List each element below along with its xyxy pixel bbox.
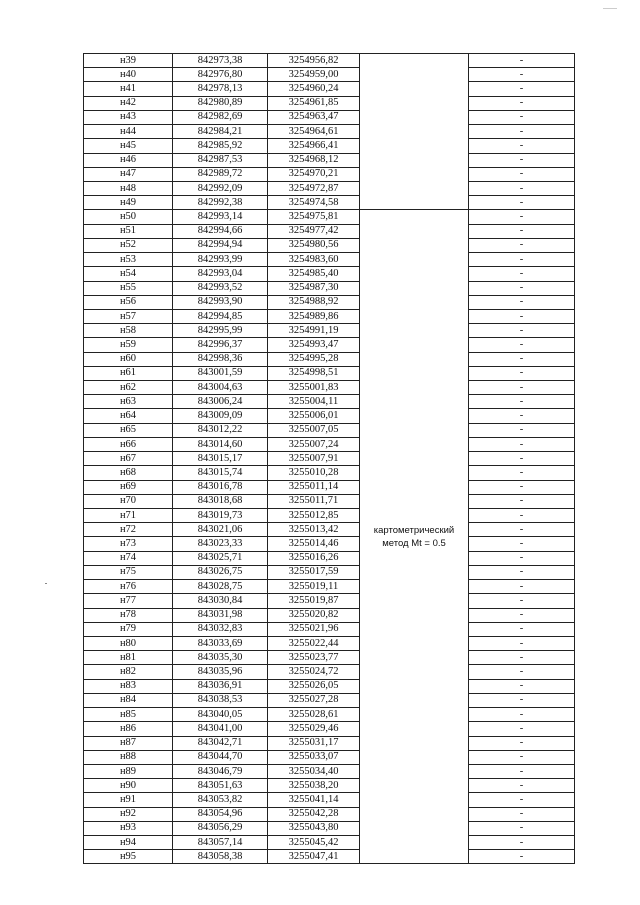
dash-cell: -	[469, 551, 575, 565]
coord-x: 842978,13	[173, 82, 268, 96]
table-row	[84, 167, 575, 181]
coord-y: 3254960,24	[268, 82, 360, 96]
coord-x: 843014,60	[173, 437, 268, 451]
table-row	[84, 679, 575, 693]
table-row	[84, 480, 575, 494]
coord-y: 3254991,19	[268, 324, 360, 338]
coord-y: 3254980,56	[268, 238, 360, 252]
coord-x: 842993,99	[173, 253, 268, 267]
coord-x: 842982,69	[173, 110, 268, 124]
coord-x: 843015,17	[173, 452, 268, 466]
dash-cell: -	[469, 594, 575, 608]
coord-x: 843012,22	[173, 423, 268, 437]
point-id: н66	[84, 437, 173, 451]
coord-x: 842984,21	[173, 125, 268, 139]
dash-cell: -	[469, 708, 575, 722]
point-id: н73	[84, 537, 173, 551]
dash-cell: -	[469, 181, 575, 195]
point-id: н81	[84, 651, 173, 665]
dash-cell: -	[469, 352, 575, 366]
point-id: н61	[84, 366, 173, 380]
point-id: н70	[84, 494, 173, 508]
coord-x: 842993,04	[173, 267, 268, 281]
coord-y: 3255020,82	[268, 608, 360, 622]
coord-x: 843044,70	[173, 750, 268, 764]
point-id: н42	[84, 96, 173, 110]
coord-y: 3254974,58	[268, 196, 360, 210]
scan-speck	[603, 8, 617, 9]
point-id: н41	[84, 82, 173, 96]
coord-x: 842996,37	[173, 338, 268, 352]
table-row	[84, 608, 575, 622]
coord-y: 3254970,21	[268, 167, 360, 181]
coord-y: 3254964,61	[268, 125, 360, 139]
coord-x: 843058,38	[173, 850, 268, 864]
dash-cell: -	[469, 437, 575, 451]
dash-cell: -	[469, 764, 575, 778]
dash-cell: -	[469, 665, 575, 679]
table-row	[84, 537, 575, 551]
table-row	[84, 665, 575, 679]
coord-y: 3255045,42	[268, 836, 360, 850]
point-id: н85	[84, 708, 173, 722]
dash-cell: -	[469, 523, 575, 537]
point-id: н80	[84, 636, 173, 650]
coord-x: 843046,79	[173, 764, 268, 778]
dash-cell: -	[469, 793, 575, 807]
dash-cell: -	[469, 338, 575, 352]
coord-x: 843056,29	[173, 821, 268, 835]
point-id: н71	[84, 509, 173, 523]
coord-x: 842998,36	[173, 352, 268, 366]
dash-cell: -	[469, 381, 575, 395]
table-row	[84, 153, 575, 167]
dash-cell: -	[469, 750, 575, 764]
point-id: н67	[84, 452, 173, 466]
coord-x: 843019,73	[173, 509, 268, 523]
point-id: н90	[84, 779, 173, 793]
table-row	[84, 437, 575, 451]
table-row	[84, 381, 575, 395]
dash-cell: -	[469, 779, 575, 793]
point-id: н51	[84, 224, 173, 238]
point-id: н47	[84, 167, 173, 181]
dash-cell: -	[469, 139, 575, 153]
point-id: н40	[84, 68, 173, 82]
coord-x: 843016,78	[173, 480, 268, 494]
dash-cell: -	[469, 54, 575, 68]
table-row	[84, 395, 575, 409]
coord-y: 3255029,46	[268, 722, 360, 736]
dash-cell: -	[469, 196, 575, 210]
scan-speck	[45, 583, 47, 584]
coord-x: 842993,90	[173, 295, 268, 309]
table-row	[84, 551, 575, 565]
table-row	[84, 636, 575, 650]
coord-y: 3255014,46	[268, 537, 360, 551]
coord-y: 3255019,87	[268, 594, 360, 608]
dash-cell: -	[469, 608, 575, 622]
coord-x: 842980,89	[173, 96, 268, 110]
coord-x: 843032,83	[173, 622, 268, 636]
dash-cell: -	[469, 850, 575, 864]
coord-x: 842992,09	[173, 181, 268, 195]
dash-cell: -	[469, 153, 575, 167]
table-row	[84, 68, 575, 82]
dash-cell: -	[469, 409, 575, 423]
dash-cell: -	[469, 267, 575, 281]
coord-y: 3255016,26	[268, 551, 360, 565]
point-id: н84	[84, 693, 173, 707]
coord-y: 3254993,47	[268, 338, 360, 352]
point-id: н79	[84, 622, 173, 636]
table-row	[84, 850, 575, 864]
coord-y: 3255012,85	[268, 509, 360, 523]
dash-cell: -	[469, 679, 575, 693]
point-id: н88	[84, 750, 173, 764]
table-row	[84, 238, 575, 252]
coord-x: 843035,30	[173, 651, 268, 665]
point-id: н57	[84, 309, 173, 323]
point-id: н58	[84, 324, 173, 338]
coord-y: 3255011,14	[268, 480, 360, 494]
coord-y: 3255028,61	[268, 708, 360, 722]
point-id: н94	[84, 836, 173, 850]
table-row	[84, 807, 575, 821]
coord-y: 3254985,40	[268, 267, 360, 281]
dash-cell: -	[469, 651, 575, 665]
point-id: н63	[84, 395, 173, 409]
coord-y: 3255038,20	[268, 779, 360, 793]
dash-cell: -	[469, 125, 575, 139]
coord-y: 3254966,41	[268, 139, 360, 153]
point-id: н53	[84, 253, 173, 267]
coord-x: 843051,63	[173, 779, 268, 793]
point-id: н60	[84, 352, 173, 366]
coord-x: 843025,71	[173, 551, 268, 565]
table-row	[84, 352, 575, 366]
table-row	[84, 139, 575, 153]
coord-x: 842976,80	[173, 68, 268, 82]
table-row	[84, 96, 575, 110]
coord-y: 3255042,28	[268, 807, 360, 821]
table-row	[84, 580, 575, 594]
point-id: н93	[84, 821, 173, 835]
dash-cell: -	[469, 736, 575, 750]
table-row	[84, 509, 575, 523]
table-row	[84, 722, 575, 736]
coord-y: 3254983,60	[268, 253, 360, 267]
table-row	[84, 281, 575, 295]
dash-cell: -	[469, 636, 575, 650]
coord-y: 3254995,28	[268, 352, 360, 366]
coord-x: 842995,99	[173, 324, 268, 338]
table-row	[84, 764, 575, 778]
table-row	[84, 750, 575, 764]
dash-cell: -	[469, 693, 575, 707]
table-row	[84, 210, 575, 224]
dash-cell: -	[469, 722, 575, 736]
table-row	[84, 836, 575, 850]
point-id: н46	[84, 153, 173, 167]
coord-y: 3255001,83	[268, 381, 360, 395]
point-id: н62	[84, 381, 173, 395]
table-row	[84, 267, 575, 281]
coord-x: 842987,53	[173, 153, 268, 167]
coord-x: 842994,94	[173, 238, 268, 252]
table-row	[84, 466, 575, 480]
coord-y: 3255007,24	[268, 437, 360, 451]
table-row	[84, 594, 575, 608]
dash-cell: -	[469, 238, 575, 252]
table-row	[84, 565, 575, 579]
point-id: н43	[84, 110, 173, 124]
coord-y: 3254956,82	[268, 54, 360, 68]
dash-cell: -	[469, 452, 575, 466]
point-id: н87	[84, 736, 173, 750]
point-id: н39	[84, 54, 173, 68]
dash-cell: -	[469, 309, 575, 323]
coord-y: 3255022,44	[268, 636, 360, 650]
point-id: н83	[84, 679, 173, 693]
coord-x: 843041,00	[173, 722, 268, 736]
coord-y: 3255021,96	[268, 622, 360, 636]
method-cell-empty	[360, 54, 469, 210]
table-row	[84, 651, 575, 665]
coord-y: 3255024,72	[268, 665, 360, 679]
coord-y: 3254988,92	[268, 295, 360, 309]
coord-y: 3254998,51	[268, 366, 360, 380]
coord-x: 843040,05	[173, 708, 268, 722]
dash-cell: -	[469, 537, 575, 551]
coord-x: 842973,38	[173, 54, 268, 68]
dash-cell: -	[469, 281, 575, 295]
coord-x: 843006,24	[173, 395, 268, 409]
dash-cell: -	[469, 82, 575, 96]
coord-x: 843009,09	[173, 409, 268, 423]
point-id: н69	[84, 480, 173, 494]
coord-y: 3255004,11	[268, 395, 360, 409]
method-text: картометрический метод Mt = 0.5	[373, 524, 455, 549]
point-id: н56	[84, 295, 173, 309]
table-row	[84, 181, 575, 195]
coord-y: 3255043,80	[268, 821, 360, 835]
dash-cell: -	[469, 821, 575, 835]
point-id: н95	[84, 850, 173, 864]
coord-y: 3255007,05	[268, 423, 360, 437]
coord-y: 3254972,87	[268, 181, 360, 195]
coord-y: 3254959,00	[268, 68, 360, 82]
coord-y: 3255017,59	[268, 565, 360, 579]
coord-y: 3254968,12	[268, 153, 360, 167]
point-id: н68	[84, 466, 173, 480]
point-id: н75	[84, 565, 173, 579]
coord-y: 3255026,05	[268, 679, 360, 693]
dash-cell: -	[469, 295, 575, 309]
coord-x: 843004,63	[173, 381, 268, 395]
dash-cell: -	[469, 68, 575, 82]
table-row	[84, 821, 575, 835]
coordinates-table	[83, 53, 575, 864]
coord-x: 842985,92	[173, 139, 268, 153]
coord-y: 3255047,41	[268, 850, 360, 864]
point-id: н91	[84, 793, 173, 807]
coord-x: 843054,96	[173, 807, 268, 821]
coord-y: 3255023,77	[268, 651, 360, 665]
coord-y: 3254963,47	[268, 110, 360, 124]
coord-x: 843023,33	[173, 537, 268, 551]
coord-x: 842994,66	[173, 224, 268, 238]
dash-cell: -	[469, 366, 575, 380]
coord-y: 3255027,28	[268, 693, 360, 707]
point-id: н76	[84, 580, 173, 594]
coord-x: 842993,52	[173, 281, 268, 295]
coord-y: 3254987,30	[268, 281, 360, 295]
coord-y: 3255041,14	[268, 793, 360, 807]
coord-y: 3254961,85	[268, 96, 360, 110]
coord-x: 842993,14	[173, 210, 268, 224]
dash-cell: -	[469, 509, 575, 523]
coord-x: 843042,71	[173, 736, 268, 750]
dash-cell: -	[469, 210, 575, 224]
point-id: н45	[84, 139, 173, 153]
table-row	[84, 125, 575, 139]
table-row	[84, 452, 575, 466]
coord-x: 842994,85	[173, 309, 268, 323]
point-id: н89	[84, 764, 173, 778]
point-id: н44	[84, 125, 173, 139]
point-id: н50	[84, 210, 173, 224]
table-row	[84, 708, 575, 722]
point-id: н72	[84, 523, 173, 537]
coord-x: 843036,91	[173, 679, 268, 693]
point-id: н48	[84, 181, 173, 195]
table-row	[84, 110, 575, 124]
point-id: н77	[84, 594, 173, 608]
point-id: н65	[84, 423, 173, 437]
table-row	[84, 409, 575, 423]
coord-x: 843053,82	[173, 793, 268, 807]
coord-x: 843031,98	[173, 608, 268, 622]
coord-y: 3255011,71	[268, 494, 360, 508]
point-id: н49	[84, 196, 173, 210]
dash-cell: -	[469, 565, 575, 579]
dash-cell: -	[469, 466, 575, 480]
table-row	[84, 693, 575, 707]
coord-y: 3254977,42	[268, 224, 360, 238]
dash-cell: -	[469, 494, 575, 508]
dash-cell: -	[469, 480, 575, 494]
dash-cell: -	[469, 96, 575, 110]
dash-cell: -	[469, 807, 575, 821]
dash-cell: -	[469, 324, 575, 338]
table-row	[84, 793, 575, 807]
dash-cell: -	[469, 110, 575, 124]
coord-x: 843057,14	[173, 836, 268, 850]
coord-x: 843035,96	[173, 665, 268, 679]
coord-y: 3255013,42	[268, 523, 360, 537]
table-row	[84, 309, 575, 323]
coord-x: 843015,74	[173, 466, 268, 480]
point-id: н54	[84, 267, 173, 281]
table-row	[84, 224, 575, 238]
table-row	[84, 423, 575, 437]
coord-y: 3255033,07	[268, 750, 360, 764]
coord-y: 3254989,86	[268, 309, 360, 323]
dash-cell: -	[469, 253, 575, 267]
point-id: н92	[84, 807, 173, 821]
table-row	[84, 82, 575, 96]
dash-cell: -	[469, 423, 575, 437]
point-id: н86	[84, 722, 173, 736]
point-id: н78	[84, 608, 173, 622]
coord-x: 842989,72	[173, 167, 268, 181]
table-row	[84, 523, 575, 537]
dash-cell: -	[469, 836, 575, 850]
dash-cell: -	[469, 167, 575, 181]
coord-x: 843028,75	[173, 580, 268, 594]
table-row	[84, 338, 575, 352]
table-row	[84, 622, 575, 636]
table-row	[84, 196, 575, 210]
table-row	[84, 253, 575, 267]
coord-x: 843026,75	[173, 565, 268, 579]
dash-cell: -	[469, 622, 575, 636]
table-row	[84, 54, 575, 68]
coord-x: 843033,69	[173, 636, 268, 650]
coord-y: 3255007,91	[268, 452, 360, 466]
coord-y: 3255006,01	[268, 409, 360, 423]
point-id: н64	[84, 409, 173, 423]
coord-x: 843030,84	[173, 594, 268, 608]
coord-y: 3255031,17	[268, 736, 360, 750]
point-id: н74	[84, 551, 173, 565]
table-row	[84, 494, 575, 508]
table-row	[84, 366, 575, 380]
coord-x: 843001,59	[173, 366, 268, 380]
method-cell	[360, 210, 469, 864]
point-id: н52	[84, 238, 173, 252]
coord-x: 842992,38	[173, 196, 268, 210]
coord-x: 843018,68	[173, 494, 268, 508]
dash-cell: -	[469, 580, 575, 594]
dash-cell: -	[469, 224, 575, 238]
table-row	[84, 736, 575, 750]
table-row	[84, 295, 575, 309]
coord-y: 3254975,81	[268, 210, 360, 224]
point-id: н82	[84, 665, 173, 679]
coord-y: 3255010,28	[268, 466, 360, 480]
coord-y: 3255019,11	[268, 580, 360, 594]
point-id: н59	[84, 338, 173, 352]
coord-x: 843038,53	[173, 693, 268, 707]
coord-x: 843021,06	[173, 523, 268, 537]
dash-cell: -	[469, 395, 575, 409]
table-row	[84, 324, 575, 338]
table-row	[84, 779, 575, 793]
coord-y: 3255034,40	[268, 764, 360, 778]
point-id: н55	[84, 281, 173, 295]
